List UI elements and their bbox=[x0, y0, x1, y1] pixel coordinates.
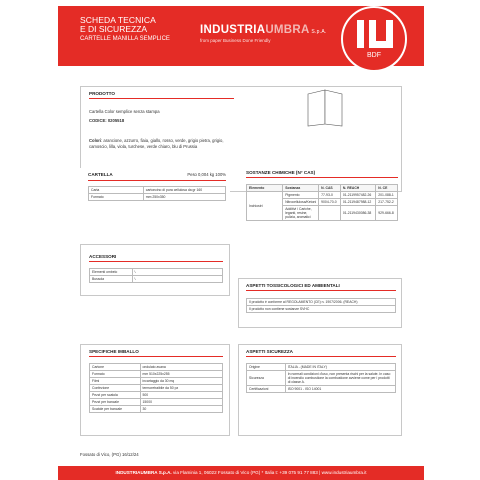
product-colors bbox=[89, 138, 234, 149]
toxicology-table bbox=[246, 298, 396, 313]
accessories-title-rule bbox=[89, 261, 223, 262]
table-row bbox=[247, 298, 396, 305]
table-row bbox=[90, 384, 223, 391]
pack-value: 15000 bbox=[140, 398, 222, 405]
table-row bbox=[247, 385, 396, 392]
table-row bbox=[90, 275, 223, 282]
brand-tagline: from paper Business Done Friendly bbox=[200, 38, 271, 43]
accessory-label: Elementi ombelo bbox=[90, 268, 133, 275]
pack-value: incartaggio da 30 mq bbox=[140, 377, 222, 384]
brand-main: INDUSTRIA bbox=[200, 24, 266, 36]
table-row bbox=[90, 398, 223, 405]
colors-text: : arancione, azzurro, fiaia, giallo, rosso, verde, grigio pietra, grigio, camoscio, lilla, viola, turchese, verde chiaro, blu di Prussia bbox=[89, 138, 224, 149]
pack-label: Pezzi per scatola bbox=[90, 391, 141, 398]
chem-substance: Pigmento bbox=[283, 191, 319, 198]
footer-address: via Flaminia 1, 06022 Fossato di Vico (PG) * Italia t: +39 075 91 77 883 | www.industriaumbra.it bbox=[171, 470, 367, 475]
packaging-title-rule bbox=[89, 356, 223, 357]
safety-value: ITALIA - (MADE IN ITALY) bbox=[285, 363, 395, 370]
accessory-label: Bussola bbox=[90, 275, 133, 282]
toxicology-title-rule bbox=[246, 290, 396, 291]
paper-section bbox=[80, 168, 230, 212]
header-title-line1: SCHEDA TECNICA bbox=[80, 15, 156, 25]
product-section-title: PRODOTTO bbox=[89, 91, 115, 96]
pack-value: mm 510x225x255 bbox=[140, 370, 222, 377]
table-row bbox=[90, 391, 223, 398]
safety-title-rule bbox=[246, 356, 396, 357]
chem-ce: 929-666-8 bbox=[376, 205, 398, 220]
table-row bbox=[89, 187, 226, 194]
table-row bbox=[247, 305, 396, 312]
safety-label: Sicurezza bbox=[247, 370, 286, 385]
header-banner bbox=[58, 6, 424, 66]
colors-label: Colori bbox=[89, 138, 102, 144]
pack-label: Cartone bbox=[90, 363, 141, 370]
pack-value: 30 bbox=[140, 405, 222, 412]
chemicals-table bbox=[246, 184, 398, 221]
chemicals-section bbox=[246, 170, 398, 221]
paper-label: Carta bbox=[89, 187, 144, 194]
chemicals-title-rule bbox=[246, 177, 398, 178]
pack-value: 500 bbox=[140, 391, 222, 398]
toxicology-section-title: ASPETTI TOSSICOLOGICI ED AMBIENTALI bbox=[246, 283, 340, 288]
accessories-section-title: ACCESSORI bbox=[89, 254, 117, 259]
safety-value: ISO 9001 - ISO 14001 bbox=[285, 385, 395, 392]
iu-logo-mark bbox=[357, 20, 393, 48]
chem-cas bbox=[319, 205, 341, 220]
chem-reach: 01-2119430086-38 bbox=[340, 205, 375, 220]
accessory-value: \ bbox=[132, 268, 222, 275]
table-row bbox=[90, 370, 223, 377]
folder-illustration bbox=[306, 88, 344, 128]
col-header: N. REACH bbox=[340, 184, 375, 191]
accessories-table bbox=[89, 268, 223, 283]
accessories-section bbox=[80, 244, 230, 296]
paper-section-title: CARTELLA bbox=[88, 172, 113, 177]
product-name: Cartella Color semplice senza stampa bbox=[89, 108, 160, 114]
table-row bbox=[90, 268, 223, 275]
paper-value: mm 250x350 bbox=[143, 194, 225, 201]
footer-bar bbox=[58, 466, 424, 480]
safety-table bbox=[246, 363, 396, 393]
toxicology-line: Il prodotto è conforme al REGOLAMENTO (CE) n. 1907/2006. (REACH) bbox=[247, 298, 396, 305]
table-row bbox=[247, 370, 396, 385]
header-subtitle: CARTELLE MANILLA SEMPLICE bbox=[80, 35, 170, 42]
packaging-section bbox=[80, 344, 230, 436]
chem-cas: 77-93-0 bbox=[319, 191, 341, 198]
chem-group: Inchiostri bbox=[247, 191, 283, 220]
datasheet-page bbox=[58, 0, 424, 480]
table-header-row bbox=[247, 184, 398, 191]
pack-value: ondulato avana bbox=[140, 363, 222, 370]
brand-block bbox=[200, 24, 327, 43]
pack-value: termoretraibile da 50 pz bbox=[140, 384, 222, 391]
chemicals-section-title: SOSTANZE CHIMICHE (N° CAS) bbox=[246, 170, 316, 175]
pack-label: Scatole per bancale bbox=[90, 405, 141, 412]
paper-label: Formato bbox=[89, 194, 144, 201]
chem-cas: 9004-70-0 bbox=[319, 198, 341, 205]
header-title-line2: E DI SICUREZZA bbox=[80, 24, 148, 35]
packaging-table bbox=[89, 363, 223, 413]
col-header: Sostanza bbox=[283, 184, 319, 191]
pack-label: Filmi bbox=[90, 377, 141, 384]
iu-logo bbox=[341, 6, 407, 72]
table-row bbox=[90, 377, 223, 384]
toxicology-line: Il prodotto non contiene sostanze SVHC bbox=[247, 305, 396, 312]
footer-company: INDUSTRIAUMBRA S.p.A. bbox=[115, 470, 172, 475]
table-row bbox=[247, 363, 396, 370]
toxicology-section bbox=[238, 278, 402, 328]
safety-label: Certificazioni bbox=[247, 385, 286, 392]
packaging-section-title: SPECIFICHE IMBALLO bbox=[89, 349, 139, 354]
product-title-rule bbox=[89, 98, 234, 99]
col-header: N. CE bbox=[376, 184, 398, 191]
footer-date: Fossato di Vico, (PG) 16/12/24 bbox=[80, 452, 139, 457]
pack-label: Confezione bbox=[90, 384, 141, 391]
col-header: N. CAS bbox=[319, 184, 341, 191]
safety-section bbox=[238, 344, 402, 436]
paper-title-rule bbox=[88, 180, 226, 181]
pack-label: Formato bbox=[90, 370, 141, 377]
safety-value: In normali condizioni d'uso, non presenta rischi per la salute. In caso di incendio combustione la combustione avviene come per i prodotti di classe A. bbox=[285, 370, 395, 385]
chem-substance: Additivi / Cariche, leganti, resine, pulizia, aromatici bbox=[283, 205, 319, 220]
paper-weight: Peso 0,004 kg 100% bbox=[187, 172, 226, 177]
brand-name bbox=[200, 24, 327, 36]
safety-section-title: ASPETTI SICUREZZA bbox=[246, 349, 293, 354]
table-row bbox=[247, 191, 398, 198]
brand-accent: UMBRA bbox=[265, 24, 310, 36]
header-title-block bbox=[80, 16, 170, 42]
paper-table bbox=[88, 186, 226, 201]
table-row bbox=[89, 194, 226, 201]
safety-label: Origine bbox=[247, 363, 286, 370]
chem-substance: Nitrocellulosa/Ketoni bbox=[283, 198, 319, 205]
table-row bbox=[90, 363, 223, 370]
accessory-value: \ bbox=[132, 275, 222, 282]
product-code: CODICE: 0205518 bbox=[89, 118, 125, 124]
col-header: Elemento bbox=[247, 184, 283, 191]
chem-reach: 01-2119487988-12 bbox=[340, 198, 375, 205]
brand-suffix: S.p.A. bbox=[309, 29, 327, 35]
pack-label: Pezzi per bancale bbox=[90, 398, 141, 405]
chem-reach: 01-2119957482-26 bbox=[340, 191, 375, 198]
chem-ce: 217-752-2 bbox=[376, 198, 398, 205]
paper-value: cartoncino di pura cellulosa da gr 160 bbox=[143, 187, 225, 194]
chem-ce: 201-088-1 bbox=[376, 191, 398, 198]
table-row bbox=[90, 405, 223, 412]
logo-bdf-text: BDF bbox=[367, 52, 381, 59]
